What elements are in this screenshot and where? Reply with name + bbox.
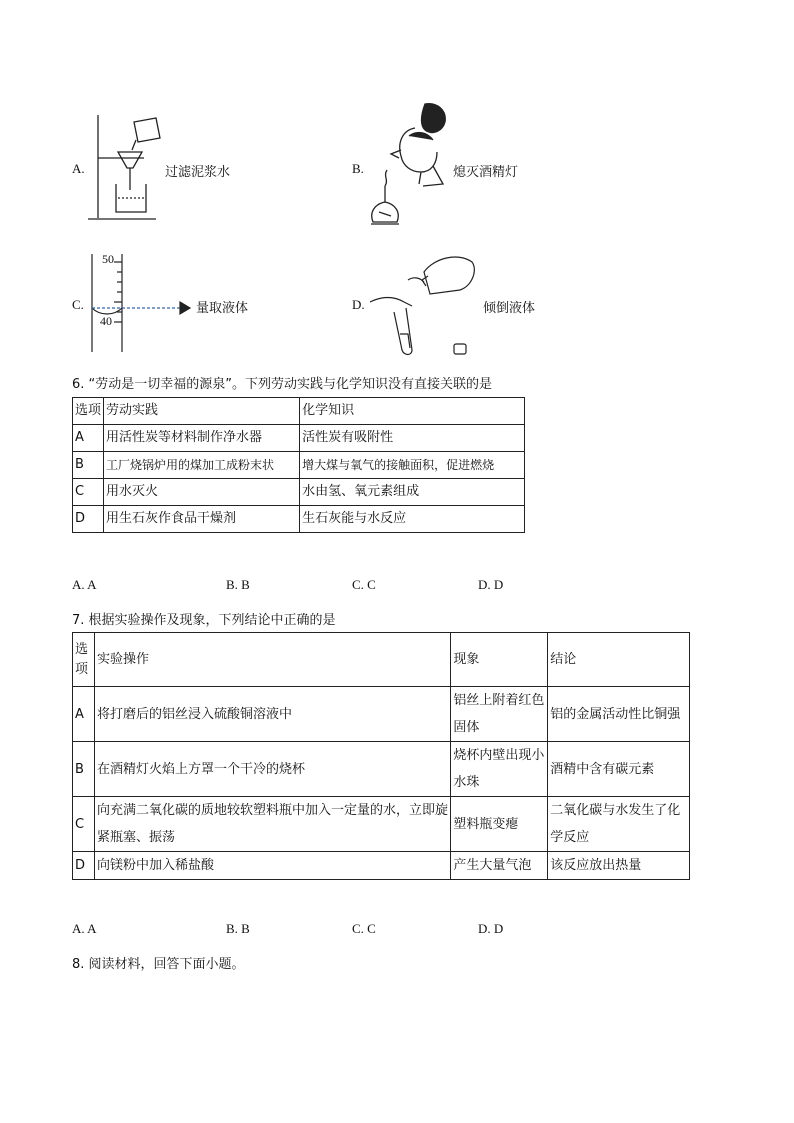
table-cell: 烧杯内壁出现小水珠 <box>451 742 548 797</box>
table-cell: 水由氢、氧元素组成 <box>300 479 525 506</box>
q5-option-d-caption: 倾倒液体 <box>483 301 536 316</box>
table-cell: 工厂烧锅炉用的煤加工成粉末状 <box>104 452 300 479</box>
blowing-out-alcohol-lamp-icon <box>365 100 460 235</box>
table-cell: 增大煤与氧气的接触面积，促进燃烧 <box>300 452 525 479</box>
table-cell: 该反应放出热量 <box>548 852 690 880</box>
table-cell: 产生大量气泡 <box>451 852 548 880</box>
q5-option-a-letter: A. <box>72 161 85 176</box>
table-row <box>73 687 690 742</box>
table-cell: 向充满二氧化碳的质地较软塑料瓶中加入一定量的水，立即旋紧瓶塞、振荡 <box>94 797 450 852</box>
table-row <box>73 742 690 797</box>
table-cell: 二氧化碳与水发生了化学反应 <box>548 797 690 852</box>
table-header-cell: 实验操作 <box>94 633 450 687</box>
table-cell: 用活性炭等材料制作净水器 <box>104 425 300 452</box>
table-cell: 生石灰能与水反应 <box>300 506 525 533</box>
q6-answer-c[interactable]: C. C <box>352 577 376 592</box>
table-cell: D <box>73 506 104 533</box>
table-header-cell: 选项 <box>73 633 95 687</box>
table-header-cell: 现象 <box>451 633 548 687</box>
table-row <box>73 852 690 880</box>
table-header-cell: 化学知识 <box>300 398 525 425</box>
table-cell: 活性炭有吸附性 <box>300 425 525 452</box>
pouring-liquid-icon <box>368 250 480 360</box>
table-row <box>73 425 525 452</box>
scale-label-top: 50 <box>102 252 114 266</box>
table-header-row <box>73 398 525 425</box>
q5-option-c-caption: 量取液体 <box>196 301 249 316</box>
table-row <box>73 797 690 852</box>
q7-answer-d[interactable]: D. D <box>478 921 504 936</box>
q5-option-c-letter: C. <box>72 297 84 312</box>
filtration-apparatus-icon <box>84 110 174 225</box>
table-header-cell: 劳动实践 <box>104 398 300 425</box>
table-cell: 铝丝上附着红色固体 <box>451 687 548 742</box>
q8-question-text: 8. 阅读材料，回答下面小题。 <box>72 957 245 972</box>
table-header-row <box>73 633 690 687</box>
table-cell: 酒精中含有碳元素 <box>548 742 690 797</box>
table-header-cell: 选项 <box>73 398 104 425</box>
table-cell: 将打磨后的铝丝浸入硫酸铜溶液中 <box>94 687 450 742</box>
table-cell: A <box>73 425 104 452</box>
q6-question-text: 6. “劳动是一切幸福的源泉”。下列劳动实践与化学知识没有直接关联的是 <box>72 377 493 392</box>
q7-answer-a[interactable]: A. A <box>72 921 97 936</box>
q6-answer-b[interactable]: B. B <box>226 577 250 592</box>
table-row <box>73 452 525 479</box>
table-cell: 用生石灰作食品干燥剂 <box>104 506 300 533</box>
q6-table <box>72 397 525 533</box>
table-row <box>73 506 525 533</box>
q7-answer-c[interactable]: C. C <box>352 921 376 936</box>
scale-label-bottom: 40 <box>100 314 112 328</box>
table-header-cell: 结论 <box>548 633 690 687</box>
table-cell: B <box>73 742 95 797</box>
table-cell: 塑料瓶变瘪 <box>451 797 548 852</box>
table-row <box>73 479 525 506</box>
q5-option-d-letter: D. <box>352 297 365 312</box>
table-cell: 向镁粉中加入稀盐酸 <box>94 852 450 880</box>
q5-option-b-caption: 熄灭酒精灯 <box>453 165 519 180</box>
q6-answer-d[interactable]: D. D <box>478 577 504 592</box>
table-cell: B <box>73 452 104 479</box>
q5-option-b-letter: B. <box>352 161 364 176</box>
table-cell: D <box>73 852 95 880</box>
table-cell: 铝的金属活动性比铜强 <box>548 687 690 742</box>
table-cell: A <box>73 687 95 742</box>
q5-option-a-caption: 过滤泥浆水 <box>165 165 231 180</box>
table-cell: 在酒精灯火焰上方罩一个干冷的烧杯 <box>94 742 450 797</box>
q7-question-text: 7. 根据实验操作及现象，下列结论中正确的是 <box>72 613 336 628</box>
q7-table <box>72 632 690 880</box>
table-cell: C <box>73 479 104 506</box>
table-cell: 用水灭火 <box>104 479 300 506</box>
table-cell: C <box>73 797 95 852</box>
q7-answer-b[interactable]: B. B <box>226 921 250 936</box>
graduated-cylinder-reading-icon <box>86 252 196 356</box>
q6-answer-a[interactable]: A. A <box>72 577 97 592</box>
